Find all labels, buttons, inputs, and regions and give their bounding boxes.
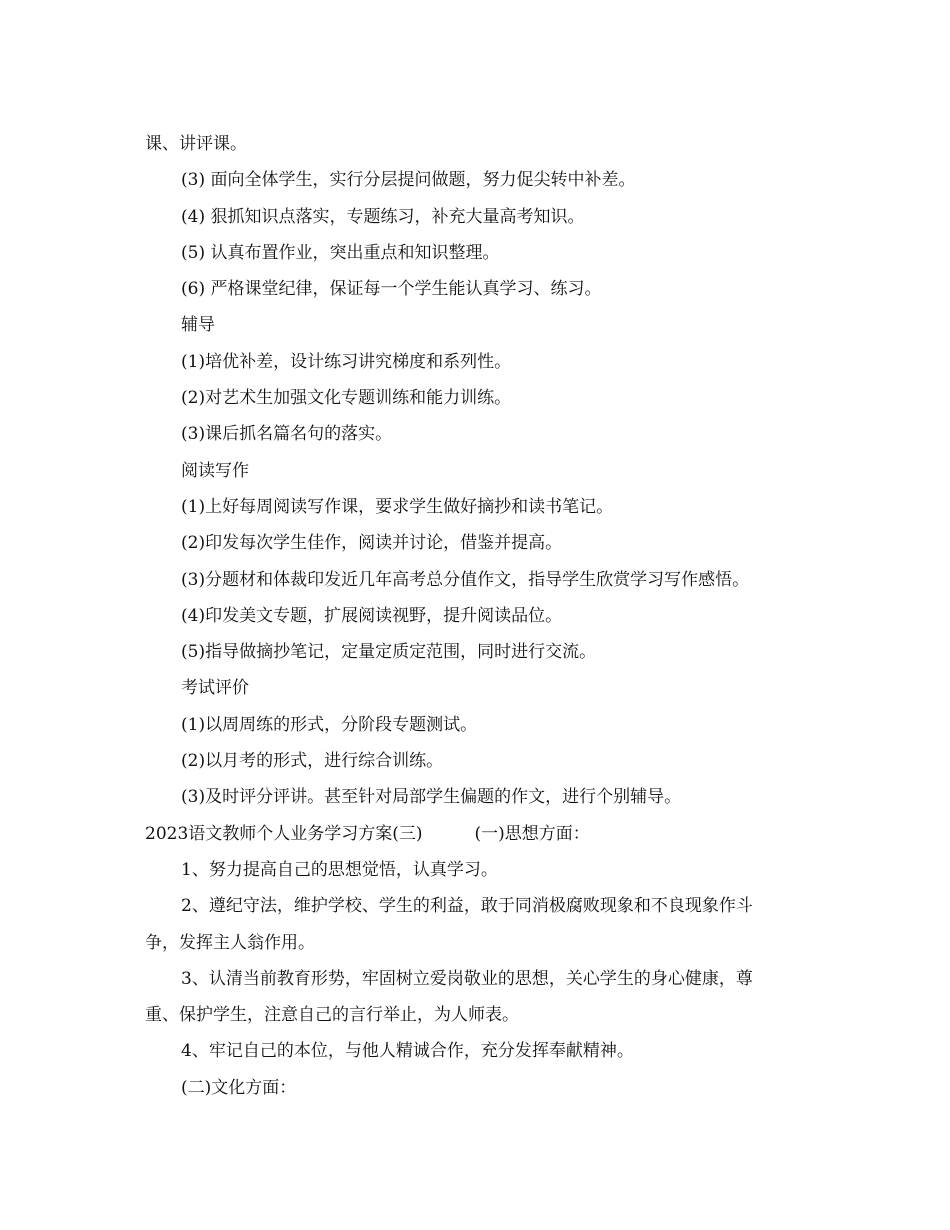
text-line: (6) 严格课堂纪律，保证每一个学生能认真学习、练习。 xyxy=(181,279,602,300)
text-line: (1)培优补差，设计练习讲究梯度和系列性。 xyxy=(181,351,512,372)
text-line: (2)以月考的形式，进行综合训练。 xyxy=(181,751,444,772)
text-line: (2)印发每次学生佳作，阅读并讨论，借鉴并提高。 xyxy=(181,533,563,554)
document-body xyxy=(145,126,810,1106)
section-heading-culture: (二)文化方面： xyxy=(181,1077,297,1098)
text-line: (1)以周周练的形式，分阶段专题测试。 xyxy=(181,714,478,735)
section-heading-exam-evaluation: 考试评价 xyxy=(181,678,249,699)
text-line: (4)印发美文专题，扩展阅读视野，提升阅读品位。 xyxy=(181,605,563,626)
text-line: (5)指导做摘抄笔记，定量定质定范围，同时进行交流。 xyxy=(181,642,597,663)
text-line: 3、认清当前教育形势，牢固树立爱岗敬业的思想，关心学生的身心健康，尊 xyxy=(181,968,753,989)
section-heading-ideology: (一)思想方面： xyxy=(474,823,590,844)
section-heading-tutoring: 辅导 xyxy=(181,315,215,336)
text-line: 争，发挥主人翁作用。 xyxy=(145,932,315,953)
text-line: 1、努力提高自己的思想觉悟，认真学习。 xyxy=(181,859,498,880)
text-line: 2、遵纪守法，维护学校、学生的利益，敢于同消极腐败现象和不良现象作斗 xyxy=(181,896,753,917)
text-line: 课、讲评课。 xyxy=(145,134,247,154)
text-line: (1)上好每周阅读写作课，要求学生做好摘抄和读书笔记。 xyxy=(181,496,614,517)
document-title: 2023语文教师个人业务学习方案(三) xyxy=(145,823,423,844)
text-line: (3)分题材和体裁印发近几年高考总分值作文，指导学生欣赏学习写作感悟。 xyxy=(181,569,750,590)
text-line: (3)及时评分评讲。甚至针对局部学生偏题的作文，进行个别辅导。 xyxy=(181,787,682,808)
text-line: (3)课后抓名篇名句的落实。 xyxy=(181,424,393,445)
text-line: (2)对艺术生加强文化专题训练和能力训练。 xyxy=(181,388,512,409)
text-line: (3) 面向全体学生，实行分层提问做题，努力促尖转中补差。 xyxy=(181,170,636,191)
text-line: 4、牢记自己的本位，与他人精诚合作，充分发挥奉献精神。 xyxy=(181,1041,634,1062)
document-heading xyxy=(145,816,810,852)
text-line: (5) 认真布置作业，突出重点和知识整理。 xyxy=(181,242,500,263)
text-line: 重、保护学生，注意自己的言行举止，为人师表。 xyxy=(145,1005,519,1026)
text-line: (4) 狠抓知识点落实，专题练习，补充大量高考知识。 xyxy=(181,206,585,227)
section-heading-reading-writing: 阅读写作 xyxy=(181,460,249,481)
